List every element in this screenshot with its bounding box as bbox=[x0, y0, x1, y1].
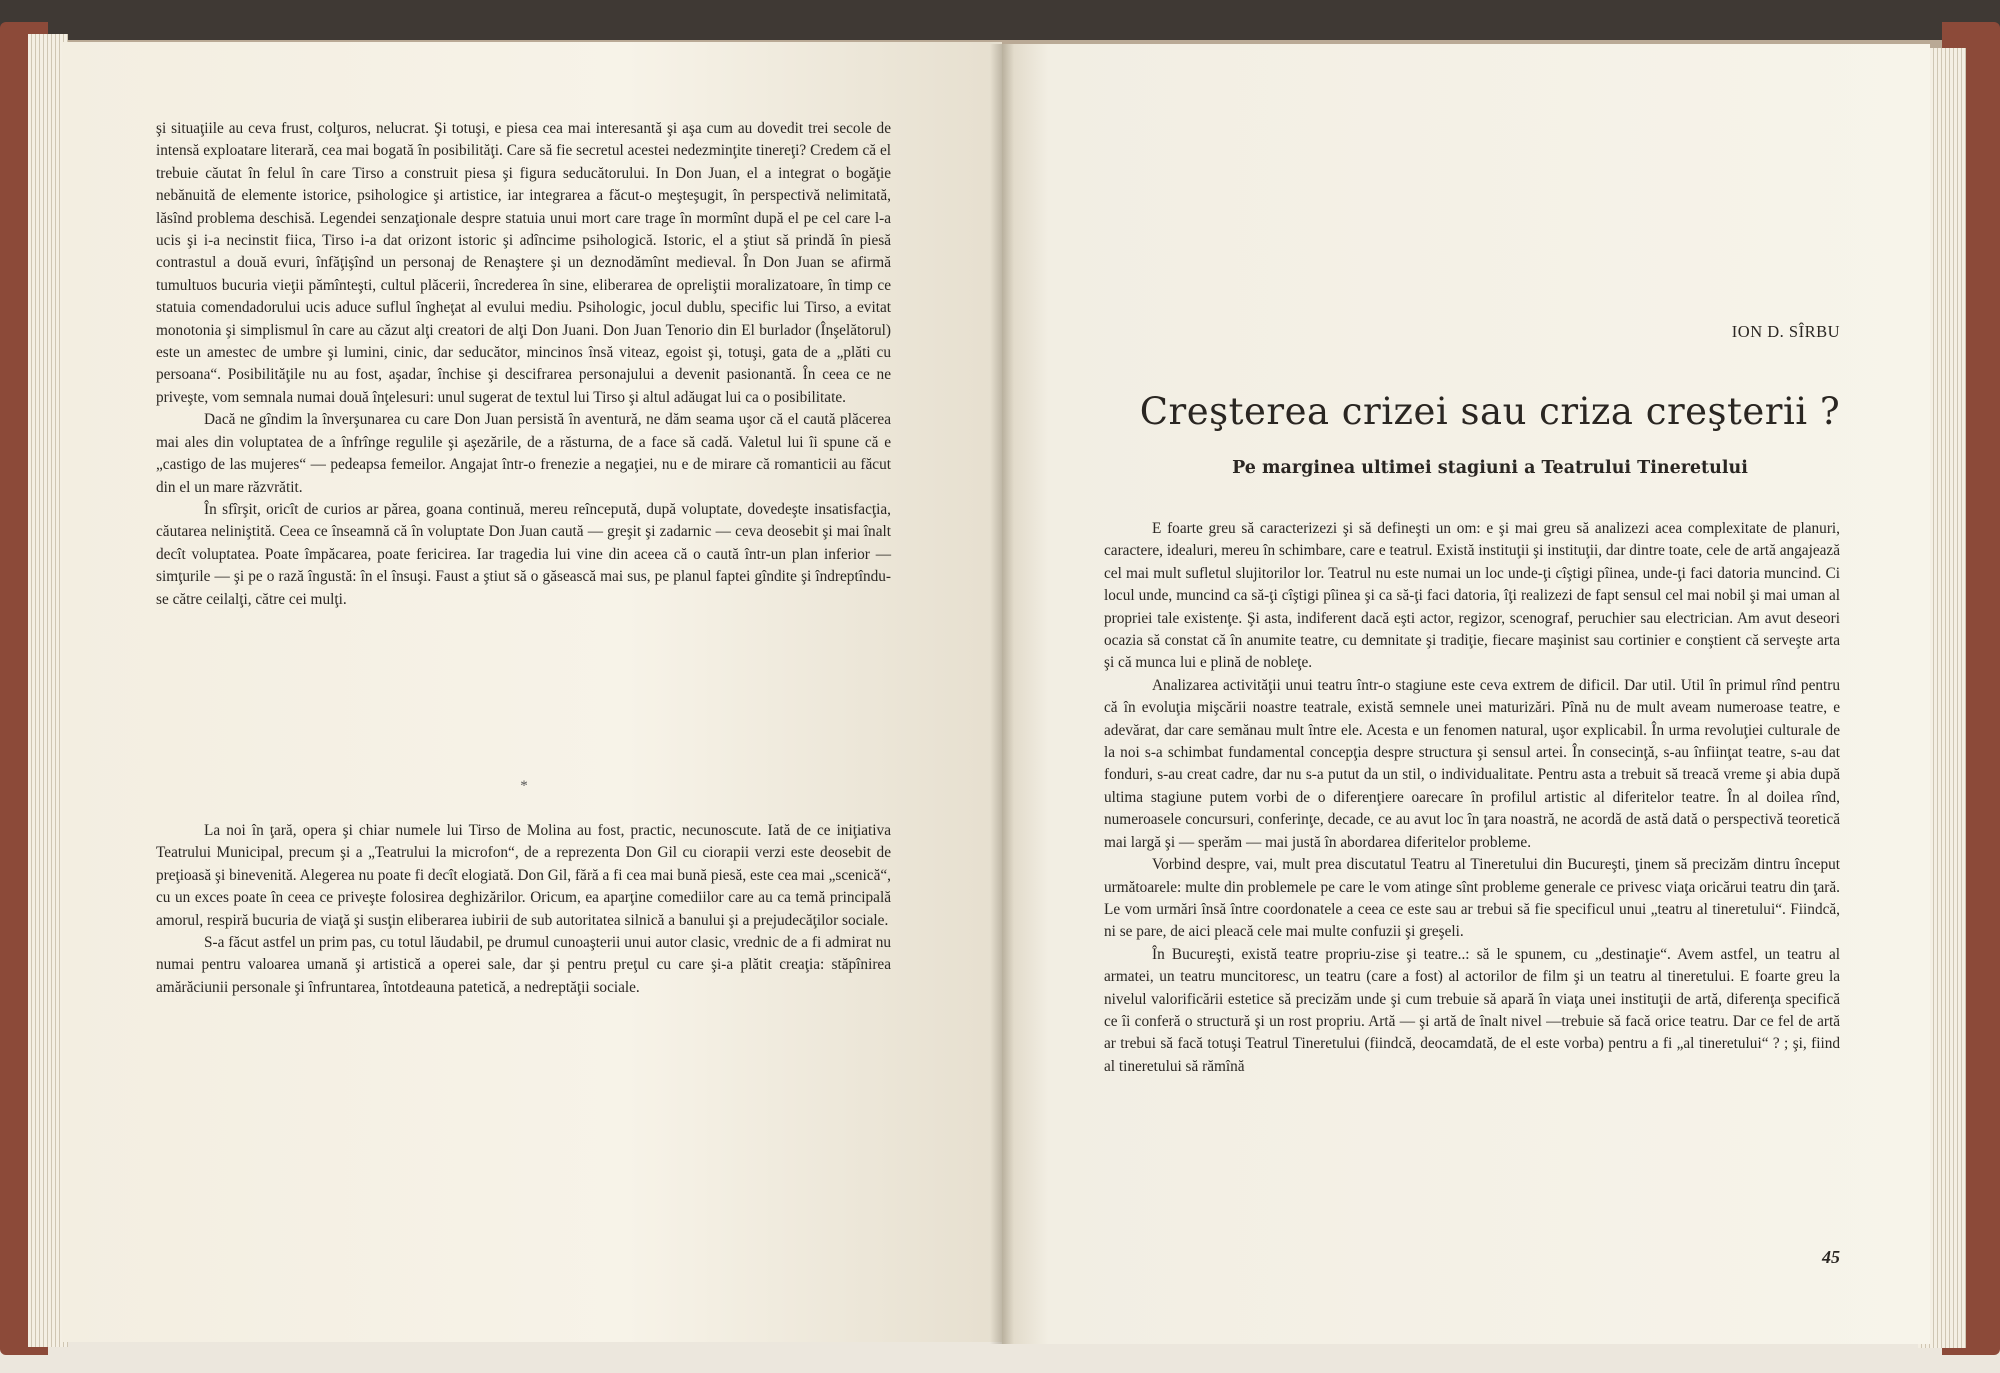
left-paragraph-1: şi situaţiile au ceva frust, colţuros, nelucrat. Şi totuşi, e piesa cea mai interesantă şi aşa cum au dovedit trei secole de intensă exploatare literară, cea mai bogată în posibilităţi. Care să fie secretul acestei nedezminţite tinereţi? Credem că el trebuie căutat în felul în care Tirso a construit piesa şi figura seducătorului. In Don Juan, el a integrat o bogăţie nebănuită de elemente istorice, psihologice şi artistice, iar integrarea a făcut-o meşteşugit, în perspectivă nelimitată, lăsînd problema deschisă. Legendei senzaţionale despre statuia unui mort care trage în mormînt după el pe cel care l-a ucis şi i-a necinstit fiica, Tirso i-a dat orizont istoric şi adîncime psihologică. Istoric, el a ştiut să prindă în piesă contrastul a două evuri, înfăţişînd un personaj de Renaştere şi un deznodămînt medieval. În Don Juan se afirmă tumultuos bucuria vieţii pămînteşti, cultul plăcerii, încrederea în sine, eliberarea de opreliştii moralizatoare, în timp ce statuia comendadorului ucis aduce suflul îngheţat al evului mediu. Psihologic, jocul dublu, specific lui Tirso, a evitat monotonia şi simplismul în care au căzut alţi creatori de alţi Don Juani. Don Juan Tenorio din El burlador (Înşelătorul) este un amestec de umbre şi lumini, cinic, dar seducător, mincinos însă viteaz, egoist şi, totuşi, gata de a „plăti cu persoana“. Posibilităţile nu au fost, aşadar, închise şi descifrarea personajului a devenit pasionantă. În ceea ce ne priveşte, vom semnala numai două înţelesuri: unul sugerat de textul lui Tirso şi altul adăugat lui ca o posibilitate. bbox=[156, 120, 891, 406]
section-separator: * bbox=[520, 778, 528, 794]
left-paragraph-4: La noi în ţară, opera şi chiar numele lui Tirso de Molina au fost, practic, necunoscute. Iată de ce iniţiativa Teatrului Municipal, precum şi a „Teatrului la microfon“, de a reprezenta Don Gil cu ciorapii verzi este deosebit de preţioasă şi binevenită. Alegerea nu poate fi decît elogiată. Don Gil, fără a fi cea mai bună piesă, este cea mai „scenică“, cu un exces poate în ceea ce priveşte folosirea deghizărilor. Oricum, ea aparţine comediilor care au ca temă principală amorul, respiră bucuria de viaţă şi susţin eliberarea iubirii de sub autoritatea silnică a banului şi a prejudecăţilor sociale. bbox=[156, 822, 891, 929]
right-paragraph-2: Analizarea activităţii unui teatru într-o stagiune este ceva extrem de dificil. Dar util. Util în primul rînd pentru că în evoluţia mişcării noastre teatrale, există semnele unei maturizări. Pînă nu de mult aveam numeroase teatre, e adevărat, dar care semănau mult între ele. Acesta e un fenomen natural, uşor explicabil. În urma revoluţiei culturale de la noi s-a schimbat fundamental concepţia despre structura şi sensul artei. În consecinţă, s-au înfiinţat teatre, s-au dat fonduri, s-au creat cadre, dar nu s-a putut da un stil, o individualitate. Pentru asta a trebuit să treacă vreme şi abia după ultima stagiune putem vorbi de o diferenţiere oarecare în profilul artistic al diferitelor teatre. În al doilea rînd, numeroasele concursuri, conferinţe, decade, ce au avut loc în ţara noastră, ne acordă de astă dată o perspectivă teoretică mai largă şi — sperăm — mai justă în abordarea diferitelor probleme. bbox=[1104, 676, 1840, 851]
right-paragraph-3: Vorbind despre, vai, mult prea discutatul Teatru al Tineretului din Bucureşti, ţinem să precizăm dintru început următoarele: multe din problemele pe care le vom atinge sînt probleme generale ce privesc viaţa oricărui teatru din ţară. Le vom urmări însă între coordonatele a ceea ce este sau ar trebui să fie specificul unui „teatru al tineretului“. Fiindcă, ni se pare, de aici pleacă cele mai multe confuzii şi greşeli. bbox=[1104, 856, 1840, 941]
article-author: ION D. SÎRBU bbox=[1731, 322, 1840, 341]
book-edge-top bbox=[0, 0, 2000, 40]
right-page-body bbox=[1104, 518, 1840, 1078]
left-page-section-1 bbox=[156, 118, 891, 611]
left-paragraph-3: În sfîrşit, oricît de curios ar părea, goana continuă, mereu reîncepută, după voluptate, dovedeşte insatisfacţia, căutarea neliniştită. Ceea ce înseamnă că în voluptate Don Juan caută — greşit şi zadarnic — ceva deosebit şi mai înalt decît voluptatea. Poate împăcarea, poate fericirea. Iar tragedia lui vine din aceea că o caută într-un plan inferior — simţurile — şi pe o rază îngustă: în el însuşi. Faust a ştiut să o găsească mai sus, pe planul faptei gîndite şi îndreptîndu-se către ceilalţi, către cei mulţi. bbox=[156, 500, 891, 608]
book-gutter bbox=[990, 44, 1014, 1344]
article-title: Creşterea crizei sau criza creşterii ? bbox=[1139, 390, 1841, 433]
right-paragraph-4: În Bucureşti, există teatre propriu-zise şi teatre..: să le spunem, cu „destinaţie“. Avem astfel, un teatru al armatei, un teatru muncitoresc, un teatru (care a fost) al actorilor de film şi un teatru al tineretului. E foarte greu la nivelul valorificării estetice să precizăm unde şi cum trebuie să apară în viaţa unei instituţii de artă, diferenţa specifică ce îi conferă o structură şi un rost propriu. Artă — şi artă de înalt nivel —trebuie să facă orice teatru. Dar ce fel de artă ar trebui să facă totuşi Teatrul Tineretului (fiindcă, deocamdată, de el este vorba) pentru a fi „al tineretului“ ? ; şi, fiind al tineretului să rămînă bbox=[1104, 945, 1840, 1075]
left-paragraph-5: S-a făcut astfel un prim pas, cu totul lăudabil, pe drumul cunoaşterii unui autor clasic, vrednic de a fi admirat nu numai pentru valoarea umană şi artistică a operei sale, dar şi pentru preţul cu care şi-a plătit creaţia: stăpînirea amărăciunii personale şi înfruntarea, întotdeauna patetică, a nedreptăţii sociale. bbox=[156, 934, 891, 996]
left-paragraph-2: Dacă ne gîndim la înverşunarea cu care Don Juan persistă în aventură, ne dăm seama uşor că el caută plăcerea mai ales din voluptatea de a înfrînge regulile şi aşezările, de a răsturna, de a face să cadă. Valetul lui îi spune că e „castigo de las mujeres“ — pedeapsa femeilor. Angajat într-o frenezie a negaţiei, nu e de mirare că romanticii au făcut din el un mare răzvrătit. bbox=[156, 411, 891, 496]
article-subtitle: Pe marginea ultimei stagiuni a Teatrului Tineretului bbox=[1232, 458, 1748, 478]
page-number: 45 bbox=[1822, 1247, 1840, 1267]
left-page-section-2 bbox=[156, 820, 891, 999]
right-paragraph-1: E foarte greu să caracterizezi şi să defineşti un om: e şi mai greu să analizezi acea complexitate de planuri, caractere, idealuri, mereu în schimbare, care e teatrul. Există instituţii şi instituţii, dar dintre toate, cele de artă angajează cel mai mult sufletul slujitorilor lor. Teatrul nu este numai un loc unde-ţi cîştigi pîinea, unde-ţi faci datoria muncind. Ci locul unde, muncind ca să-ţi cîştigi pîinea şi ca să-ţi faci datoria, îţi realizezi de fapt sensul cel mai nobil şi mai uman al propriei tale existenţe. Şi asta, indiferent dacă eşti actor, regizor, scenograf, peruchier sau electrician. Am avut deseori ocazia să constat că în anumite teatre, cu demnitate şi tradiţie, fiecare maşinist sau cortinier e conştient că serveşte arta şi că munca lui e plină de nobleţe. bbox=[1104, 520, 1840, 672]
